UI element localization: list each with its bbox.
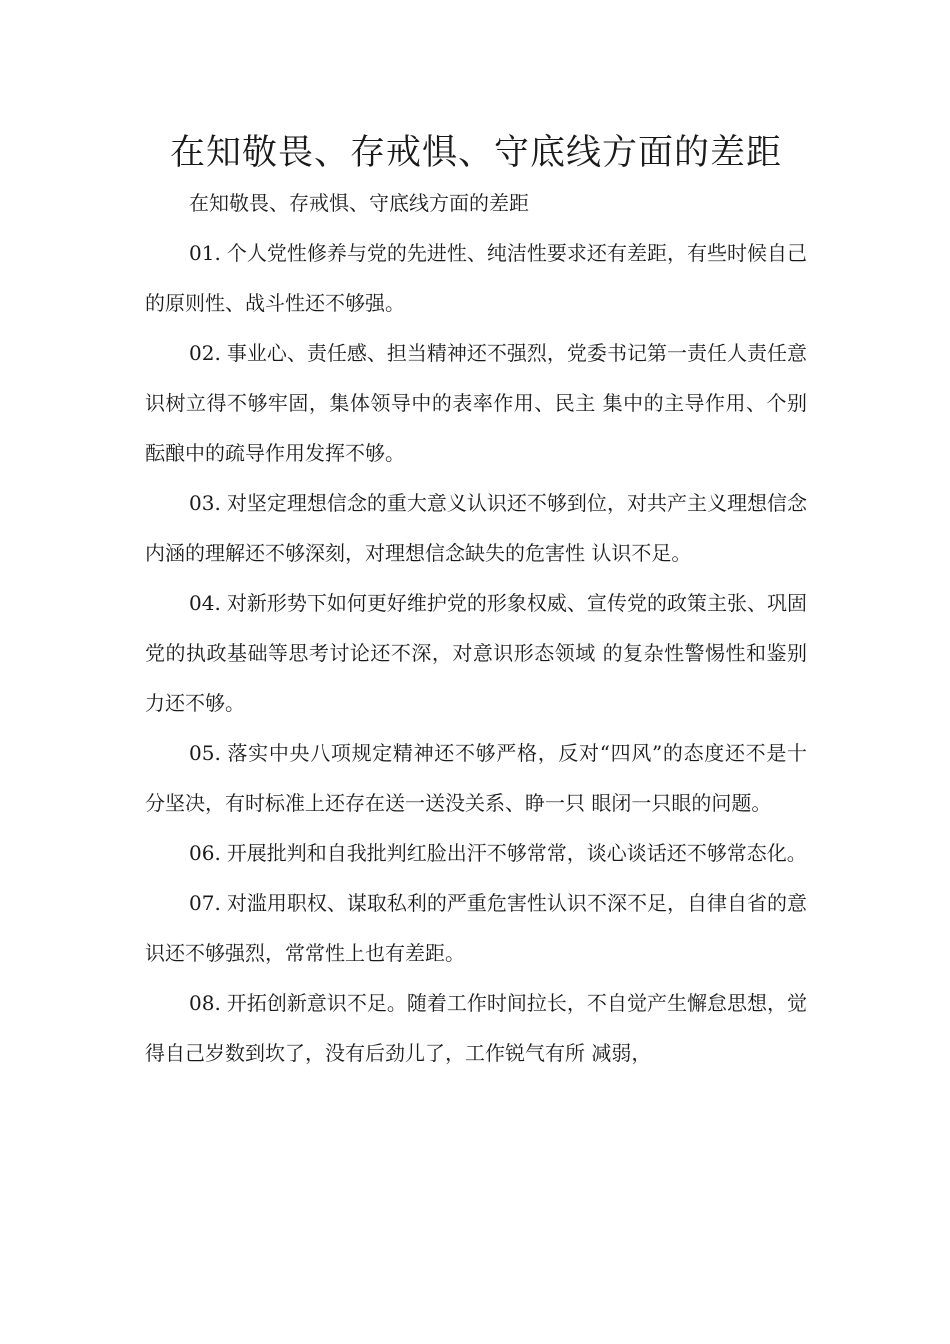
list-item	[145, 828, 807, 878]
item-text: 开展批判和自我批判红脸出汗不够常常，谈心谈话还不够常态化。	[226, 841, 807, 865]
document-page	[145, 128, 807, 1078]
item-number: 03.	[189, 491, 221, 515]
list-item	[145, 728, 807, 828]
document-title: 在知敬畏、存戒惧、守底线方面的差距	[169, 133, 782, 173]
list-item	[145, 328, 807, 478]
item-number: 06.	[189, 841, 221, 865]
item-text: 对坚定理想信念的重大意义认识还不够到位，对共产主义理想信念内涵的理解还不够深刻，对理想信念缺失的危害性 认识不足。	[145, 491, 807, 565]
item-number: 04.	[189, 591, 221, 615]
item-number: 07.	[189, 891, 221, 915]
item-number: 02.	[189, 341, 221, 365]
item-text: 开拓创新意识不足。随着工作时间拉长，不自觉产生懈怠思想，觉得自己岁数到坎了，没有后劲儿了，工作锐气有所 减弱，	[145, 991, 807, 1065]
item-number: 05.	[189, 741, 221, 765]
item-text: 对新形势下如何更好维护党的形象权威、宣传党的政策主张、巩固党的执政基础等思考讨论还不深，对意识形态领域 的复杂性警惕性和鉴别力还不够。	[145, 591, 807, 715]
item-text: 落实中央八项规定精神还不够严格，反对“四风”的态度还不是十分坚决，有时标准上还存在送一送没关系、睁一只 眼闭一只眼的问题。	[145, 741, 807, 815]
item-number: 01.	[189, 241, 221, 265]
item-text: 事业心、责任感、担当精神还不强烈，党委书记第一责任人责任意识树立得不够牢固，集体领导中的表率作用、民主 集中的主导作用、个别酝酿中的疏导作用发挥不够。	[145, 341, 807, 465]
list-item	[145, 978, 807, 1078]
item-number: 08.	[189, 991, 221, 1015]
list-item	[145, 878, 807, 978]
list-item	[145, 578, 807, 728]
item-text: 个人党性修养与党的先进性、纯洁性要求还有差距，有些时候自己的原则性、战斗性还不够强。	[145, 241, 807, 315]
list-item	[145, 228, 807, 328]
list-item	[145, 478, 807, 578]
document-subtitle: 在知敬畏、存戒惧、守底线方面的差距	[189, 191, 529, 215]
item-text: 对滥用职权、谋取私利的严重危害性认识不深不足，自律自省的意识还不够强烈，常常性上也有差距。	[145, 891, 807, 965]
